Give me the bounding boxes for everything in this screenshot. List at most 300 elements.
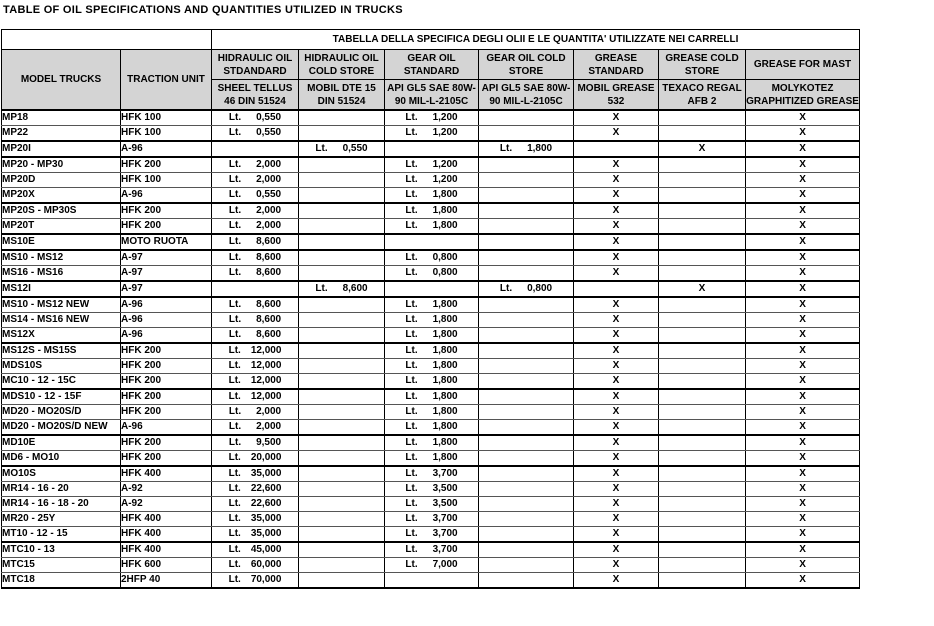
- quantity-value: 70,000: [250, 574, 282, 585]
- table-row: [2, 203, 860, 219]
- cell-hyd-cold: [299, 482, 385, 497]
- quantity-value: 12,000: [250, 345, 282, 356]
- cell-grease-cold: [659, 420, 746, 436]
- cell-hyd-std: [212, 297, 299, 313]
- cell-gear-std: [385, 558, 479, 573]
- cell-hyd-cold: [299, 359, 385, 374]
- cell-model: MS10 - MS12 NEW: [2, 297, 121, 313]
- unit-label: Lt.: [315, 143, 328, 154]
- cell-grease-mast: X: [746, 219, 860, 235]
- table-row: [2, 328, 860, 344]
- cell-grease-cold: [659, 328, 746, 344]
- cell-grease-mast: X: [746, 542, 860, 558]
- cell-grease-mast: X: [746, 482, 860, 497]
- table-row: [2, 173, 860, 188]
- table-row: [2, 558, 860, 573]
- cell-grease-std: X: [574, 512, 659, 527]
- cell-hyd-cold: [299, 573, 385, 589]
- cell-model: MD20 - MO20S/D NEW: [2, 420, 121, 436]
- cell-model: MO10S: [2, 466, 121, 482]
- quantity-value: 0,800: [432, 252, 458, 263]
- cell-hyd-std: [212, 188, 299, 204]
- unit-label: Lt.: [228, 360, 241, 371]
- cell-model: MC10 - 12 - 15C: [2, 374, 121, 390]
- col-hyd-cold-header: HIDRAULIC OIL COLD STORE: [299, 50, 385, 80]
- unit-label: Lt.: [405, 483, 418, 494]
- cell-gear-cold: [479, 527, 574, 543]
- cell-gear-cold: [479, 203, 574, 219]
- unit-label: Lt.: [405, 267, 418, 278]
- cell-gear-std: [385, 343, 479, 359]
- quantity-value: 35,000: [250, 468, 282, 479]
- cell-grease-cold: [659, 234, 746, 250]
- table-row: [2, 141, 860, 157]
- quantity-value: 2,000: [256, 406, 282, 417]
- cell-traction-unit: HFK 200: [121, 157, 212, 173]
- page-title: TABLE OF OIL SPECIFICATIONS AND QUANTITIES UTILIZED IN TRUCKS: [3, 4, 403, 16]
- cell-gear-std: [385, 328, 479, 344]
- cell-grease-cold: [659, 497, 746, 512]
- cell-grease-cold: X: [659, 281, 746, 297]
- cell-hyd-std: [212, 389, 299, 405]
- quantity-value: 1,800: [432, 421, 458, 432]
- cell-grease-std: [574, 141, 659, 157]
- table-row: [2, 405, 860, 420]
- quantity-value: 0,550: [256, 112, 282, 123]
- cell-hyd-cold: [299, 374, 385, 390]
- unit-label: Lt.: [405, 205, 418, 216]
- product-grease-std: MOBIL GREASE 532: [574, 80, 659, 111]
- unit-label: Lt.: [228, 236, 242, 247]
- cell-grease-cold: [659, 542, 746, 558]
- quantity-value: 20,000: [250, 452, 282, 463]
- unit-label: Lt.: [228, 559, 241, 570]
- table-row: [2, 250, 860, 266]
- cell-model: MDS10S: [2, 359, 121, 374]
- quantity-value: 1,800: [432, 299, 458, 310]
- cell-traction-unit: HFK 200: [121, 405, 212, 420]
- cell-grease-std: X: [574, 359, 659, 374]
- cell-hyd-cold: [299, 466, 385, 482]
- cell-grease-mast: X: [746, 466, 860, 482]
- cell-gear-cold: [479, 313, 574, 328]
- table-row: [2, 313, 860, 328]
- cell-hyd-std: [212, 542, 299, 558]
- unit-label: Lt.: [405, 437, 418, 448]
- product-grease-cold: TEXACO REGAL AFB 2: [659, 80, 746, 111]
- cell-hyd-std: [212, 527, 299, 543]
- unit-label: Lt.: [405, 299, 418, 310]
- cell-grease-mast: X: [746, 141, 860, 157]
- unit-label: Lt.: [228, 544, 241, 555]
- cell-traction-unit: A-92: [121, 482, 212, 497]
- cell-hyd-cold: [299, 234, 385, 250]
- cell-grease-std: X: [574, 405, 659, 420]
- col-unit-header: TRACTION UNIT: [121, 50, 212, 111]
- quantity-value: 1,800: [527, 143, 553, 154]
- quantity-value: 7,000: [432, 559, 458, 570]
- cell-gear-std: [385, 126, 479, 142]
- cell-grease-mast: X: [746, 110, 860, 126]
- unit-label: Lt.: [228, 528, 241, 539]
- cell-traction-unit: HFK 400: [121, 542, 212, 558]
- quantity-value: 0,800: [527, 283, 553, 294]
- cell-hyd-cold: [299, 328, 385, 344]
- cell-gear-std: [385, 359, 479, 374]
- cell-hyd-std: [212, 313, 299, 328]
- table-row: [2, 219, 860, 235]
- cell-grease-std: X: [574, 435, 659, 451]
- cell-gear-cold: [479, 328, 574, 344]
- quantity-value: 3,500: [432, 483, 458, 494]
- cell-gear-cold: [479, 343, 574, 359]
- product-hyd-std: SHEEL TELLUS 46 DIN 51524: [212, 80, 299, 111]
- cell-gear-cold: [479, 451, 574, 467]
- cell-grease-mast: X: [746, 250, 860, 266]
- table-row: [2, 110, 860, 126]
- table-row: [2, 374, 860, 390]
- cell-grease-std: X: [574, 374, 659, 390]
- unit-label: Lt.: [228, 127, 242, 138]
- cell-grease-cold: [659, 389, 746, 405]
- cell-gear-cold: [479, 359, 574, 374]
- unit-label: Lt.: [228, 421, 242, 432]
- cell-model: MDS10 - 12 - 15F: [2, 389, 121, 405]
- quantity-value: 8,600: [256, 252, 282, 263]
- cell-hyd-std: [212, 512, 299, 527]
- cell-grease-std: X: [574, 527, 659, 543]
- cell-gear-cold: [479, 542, 574, 558]
- cell-hyd-std: [212, 435, 299, 451]
- quantity-value: 8,600: [342, 283, 368, 294]
- cell-grease-std: X: [574, 173, 659, 188]
- cell-traction-unit: HFK 200: [121, 219, 212, 235]
- cell-gear-cold: [479, 250, 574, 266]
- unit-label: Lt.: [228, 220, 242, 231]
- cell-grease-std: X: [574, 328, 659, 344]
- cell-hyd-cold: [299, 281, 385, 297]
- cell-hyd-cold: [299, 157, 385, 173]
- cell-hyd-cold: [299, 141, 385, 157]
- cell-grease-std: X: [574, 497, 659, 512]
- unit-label: Lt.: [405, 159, 418, 170]
- quantity-value: 1,800: [432, 314, 458, 325]
- cell-hyd-cold: [299, 188, 385, 204]
- cell-hyd-cold: [299, 219, 385, 235]
- table-row: [2, 389, 860, 405]
- cell-grease-mast: X: [746, 328, 860, 344]
- cell-hyd-std: [212, 558, 299, 573]
- quantity-value: 1,800: [432, 452, 458, 463]
- cell-grease-std: X: [574, 313, 659, 328]
- cell-gear-std: [385, 173, 479, 188]
- unit-label: Lt.: [405, 329, 418, 340]
- table-row: [2, 482, 860, 497]
- cell-model: MR14 - 16 - 18 - 20: [2, 497, 121, 512]
- cell-gear-std: [385, 497, 479, 512]
- unit-label: Lt.: [405, 559, 418, 570]
- cell-grease-cold: [659, 512, 746, 527]
- cell-grease-mast: X: [746, 527, 860, 543]
- table-row: [2, 343, 860, 359]
- cell-model: MD20 - MO20S/D: [2, 405, 121, 420]
- quantity-value: 0,550: [342, 143, 368, 154]
- cell-grease-cold: [659, 203, 746, 219]
- quantity-value: 1,800: [432, 437, 458, 448]
- unit-label: Lt.: [228, 468, 241, 479]
- cell-grease-std: X: [574, 234, 659, 250]
- quantity-value: 2,000: [256, 159, 282, 170]
- cell-traction-unit: A-96: [121, 141, 212, 157]
- cell-gear-std: [385, 313, 479, 328]
- unit-label: Lt.: [405, 452, 418, 463]
- cell-grease-std: X: [574, 420, 659, 436]
- cell-grease-std: X: [574, 126, 659, 142]
- cell-grease-std: X: [574, 573, 659, 589]
- oil-spec-table: [1, 29, 860, 589]
- table-row: [2, 512, 860, 527]
- cell-hyd-cold: [299, 405, 385, 420]
- cell-grease-std: X: [574, 451, 659, 467]
- unit-label: Lt.: [499, 143, 513, 154]
- unit-label: Lt.: [405, 375, 418, 386]
- table-row: [2, 297, 860, 313]
- cell-grease-std: [574, 281, 659, 297]
- cell-hyd-std: [212, 250, 299, 266]
- cell-model: MS14 - MS16 NEW: [2, 313, 121, 328]
- cell-grease-mast: X: [746, 313, 860, 328]
- table-row: [2, 234, 860, 250]
- col-model-header: MODEL TRUCKS: [2, 50, 121, 111]
- quantity-value: 1,200: [432, 127, 458, 138]
- cell-traction-unit: A-92: [121, 497, 212, 512]
- cell-grease-cold: [659, 527, 746, 543]
- cell-grease-cold: [659, 297, 746, 313]
- cell-gear-cold: [479, 110, 574, 126]
- cell-traction-unit: A-96: [121, 297, 212, 313]
- cell-model: MD10E: [2, 435, 121, 451]
- cell-model: MP20 - MP30: [2, 157, 121, 173]
- quantity-value: 45,000: [250, 544, 282, 555]
- table-row: [2, 435, 860, 451]
- cell-model: MTC18: [2, 573, 121, 589]
- cell-grease-std: X: [574, 389, 659, 405]
- quantity-value: 12,000: [250, 360, 282, 371]
- quantity-value: 1,200: [432, 159, 458, 170]
- cell-hyd-std: [212, 157, 299, 173]
- cell-traction-unit: A-96: [121, 313, 212, 328]
- cell-model: MR20 - 25Y: [2, 512, 121, 527]
- cell-hyd-cold: [299, 126, 385, 142]
- cell-gear-std: [385, 405, 479, 420]
- cell-model: MP20T: [2, 219, 121, 235]
- unit-label: Lt.: [405, 127, 418, 138]
- cell-grease-mast: X: [746, 374, 860, 390]
- cell-gear-cold: [479, 188, 574, 204]
- cell-traction-unit: HFK 200: [121, 359, 212, 374]
- cell-hyd-cold: [299, 512, 385, 527]
- cell-grease-cold: [659, 482, 746, 497]
- quantity-value: 1,200: [432, 112, 458, 123]
- cell-grease-std: X: [574, 188, 659, 204]
- cell-traction-unit: HFK 200: [121, 343, 212, 359]
- cell-grease-cold: [659, 466, 746, 482]
- unit-label: Lt.: [228, 205, 242, 216]
- cell-model: MS12X: [2, 328, 121, 344]
- cell-grease-std: X: [574, 297, 659, 313]
- cell-model: MP20X: [2, 188, 121, 204]
- quantity-value: 1,800: [432, 220, 458, 231]
- unit-label: Lt.: [405, 360, 418, 371]
- product-hyd-cold: MOBIL DTE 15 DIN 51524: [299, 80, 385, 111]
- cell-hyd-cold: [299, 110, 385, 126]
- unit-label: Lt.: [405, 189, 418, 200]
- cell-hyd-cold: [299, 343, 385, 359]
- cell-gear-cold: [479, 126, 574, 142]
- cell-grease-mast: X: [746, 157, 860, 173]
- col-grease-cold-header: GREASE COLD STORE: [659, 50, 746, 80]
- unit-label: Lt.: [228, 189, 242, 200]
- product-gear-cold: API GL5 SAE 80W-90 MIL-L-2105C: [479, 80, 574, 111]
- cell-grease-mast: X: [746, 435, 860, 451]
- quantity-value: 8,600: [256, 267, 282, 278]
- cell-gear-std: [385, 451, 479, 467]
- cell-hyd-cold: [299, 297, 385, 313]
- cell-traction-unit: A-97: [121, 266, 212, 282]
- cell-grease-cold: [659, 126, 746, 142]
- cell-gear-std: [385, 435, 479, 451]
- cell-grease-mast: X: [746, 420, 860, 436]
- cell-gear-cold: [479, 219, 574, 235]
- cell-grease-mast: X: [746, 573, 860, 589]
- col-gear-cold-header: GEAR OIL COLD STORE: [479, 50, 574, 80]
- unit-label: Lt.: [228, 513, 241, 524]
- cell-grease-cold: [659, 313, 746, 328]
- cell-gear-std: [385, 250, 479, 266]
- cell-hyd-cold: [299, 558, 385, 573]
- quantity-value: 8,600: [256, 329, 282, 340]
- cell-gear-cold: [479, 281, 574, 297]
- cell-model: MD6 - MO10: [2, 451, 121, 467]
- cell-model: MP20D: [2, 173, 121, 188]
- unit-label: Lt.: [228, 574, 241, 585]
- cell-grease-mast: X: [746, 173, 860, 188]
- quantity-value: 3,700: [432, 468, 458, 479]
- cell-model: MP18: [2, 110, 121, 126]
- cell-grease-cold: [659, 219, 746, 235]
- cell-grease-mast: X: [746, 512, 860, 527]
- cell-gear-cold: [479, 512, 574, 527]
- cell-grease-std: X: [574, 466, 659, 482]
- cell-traction-unit: A-96: [121, 328, 212, 344]
- table-row: [2, 266, 860, 282]
- quantity-value: 3,700: [432, 513, 458, 524]
- cell-grease-cold: [659, 343, 746, 359]
- table-row: [2, 542, 860, 558]
- cell-gear-std: [385, 266, 479, 282]
- cell-gear-cold: [479, 405, 574, 420]
- cell-grease-mast: X: [746, 343, 860, 359]
- cell-gear-std: [385, 527, 479, 543]
- cell-hyd-cold: [299, 266, 385, 282]
- quantity-value: 0,800: [432, 267, 458, 278]
- unit-label: Lt.: [228, 406, 242, 417]
- cell-grease-mast: X: [746, 558, 860, 573]
- quantity-value: 3,700: [432, 544, 458, 555]
- cell-hyd-std: [212, 281, 299, 297]
- cell-grease-mast: X: [746, 203, 860, 219]
- cell-grease-cold: [659, 250, 746, 266]
- unit-label: Lt.: [228, 174, 242, 185]
- cell-hyd-std: [212, 374, 299, 390]
- table-row: [2, 281, 860, 297]
- unit-label: Lt.: [228, 267, 242, 278]
- cell-gear-std: [385, 297, 479, 313]
- cell-traction-unit: HFK 400: [121, 466, 212, 482]
- quantity-value: 1,800: [432, 205, 458, 216]
- cell-gear-std: [385, 234, 479, 250]
- cell-gear-cold: [479, 374, 574, 390]
- cell-traction-unit: HFK 200: [121, 374, 212, 390]
- cell-grease-cold: [659, 359, 746, 374]
- cell-grease-mast: X: [746, 359, 860, 374]
- cell-traction-unit: HFK 200: [121, 451, 212, 467]
- cell-grease-mast: X: [746, 281, 860, 297]
- cell-traction-unit: HFK 400: [121, 527, 212, 543]
- quantity-value: 1,800: [432, 345, 458, 356]
- cell-gear-std: [385, 188, 479, 204]
- unit-label: Lt.: [228, 329, 242, 340]
- cell-gear-cold: [479, 157, 574, 173]
- unit-label: Lt.: [499, 283, 513, 294]
- table-row: [2, 451, 860, 467]
- cell-gear-std: [385, 141, 479, 157]
- cell-gear-cold: [479, 573, 574, 589]
- product-grease-mast: MOLYKOTEZ GRAPHITIZED GREASE: [746, 80, 860, 111]
- quantity-value: 22,600: [250, 483, 282, 494]
- cell-hyd-cold: [299, 250, 385, 266]
- quantity-value: 12,000: [250, 375, 282, 386]
- unit-label: Lt.: [228, 314, 242, 325]
- quantity-value: 8,600: [256, 314, 282, 325]
- unit-label: Lt.: [405, 498, 418, 509]
- col-hyd-std-header: HIDRAULIC OIL STDANDARD: [212, 50, 299, 80]
- quantity-value: 9,500: [256, 437, 282, 448]
- cell-grease-mast: X: [746, 234, 860, 250]
- cell-traction-unit: HFK 100: [121, 173, 212, 188]
- table-banner: TABELLA DELLA SPECIFICA DEGLI OLII E LE QUANTITA' UTILIZZATE NEI CARRELLI: [212, 30, 860, 50]
- cell-grease-mast: X: [746, 266, 860, 282]
- cell-hyd-cold: [299, 173, 385, 188]
- cell-traction-unit: A-96: [121, 188, 212, 204]
- cell-hyd-cold: [299, 542, 385, 558]
- table-row: [2, 126, 860, 142]
- cell-hyd-cold: [299, 420, 385, 436]
- cell-model: MP22: [2, 126, 121, 142]
- unit-label: Lt.: [405, 421, 418, 432]
- cell-hyd-std: [212, 573, 299, 589]
- col-grease-mast-header: GREASE FOR MAST: [746, 50, 860, 80]
- cell-hyd-std: [212, 219, 299, 235]
- table-row: [2, 359, 860, 374]
- cell-gear-cold: [479, 389, 574, 405]
- table-body: [2, 110, 860, 588]
- cell-grease-std: X: [574, 219, 659, 235]
- cell-grease-cold: [659, 266, 746, 282]
- cell-hyd-cold: [299, 451, 385, 467]
- quantity-value: 35,000: [250, 513, 282, 524]
- quantity-value: 60,000: [250, 559, 282, 570]
